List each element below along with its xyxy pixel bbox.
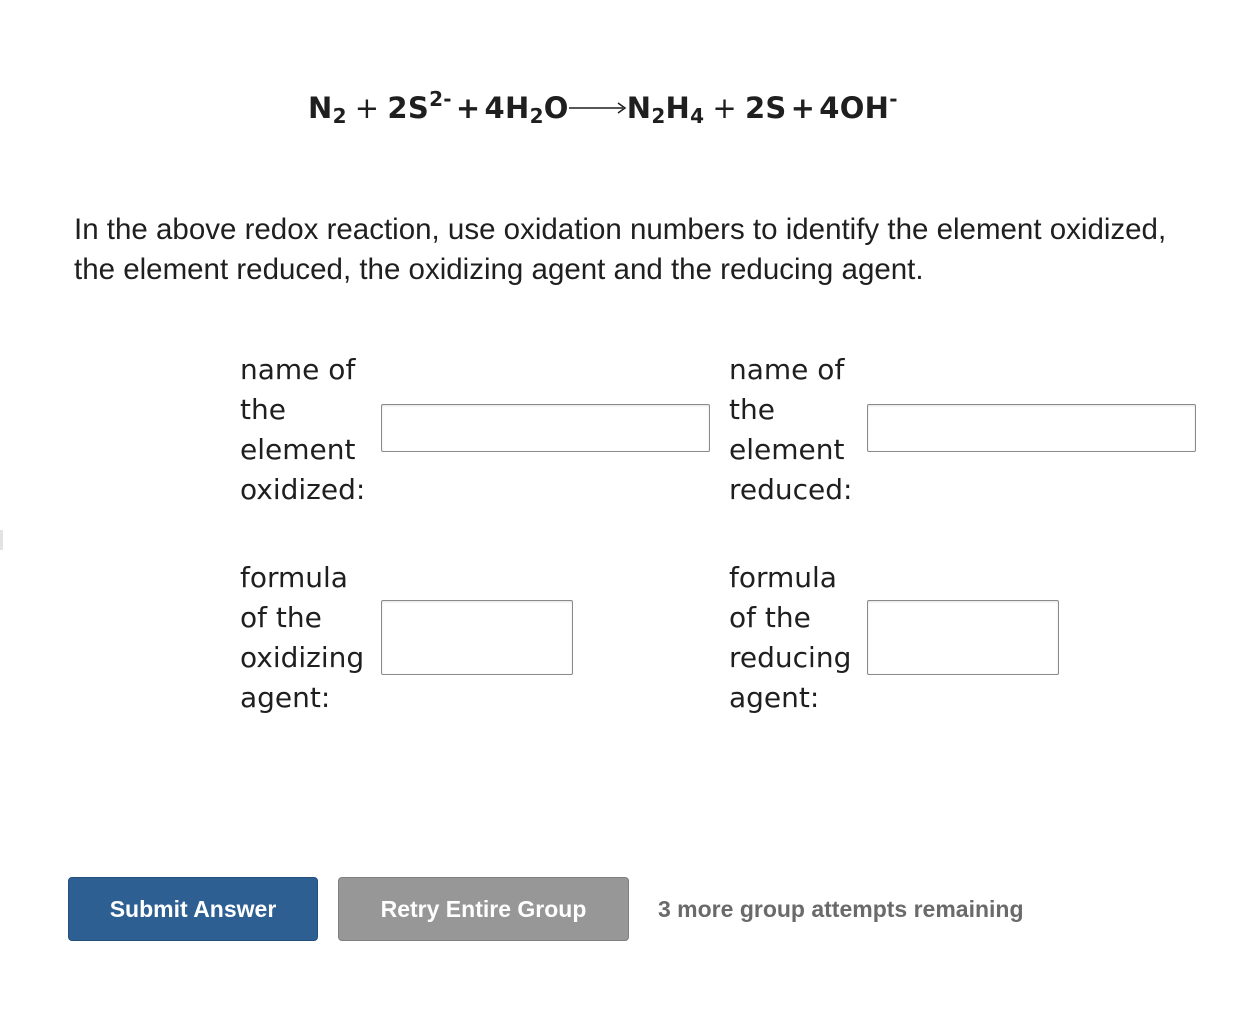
reducing-agent-input[interactable] [867, 600, 1059, 675]
label-element-reduced: name of the element reduced: [729, 353, 853, 506]
reaction-arrow-icon [569, 98, 627, 118]
label-oxidizing-agent: formula of the oxidizing agent: [240, 561, 365, 714]
reactant-water: $4H_2O$ [484, 91, 569, 128]
plus-sign: + [455, 91, 481, 125]
plus-sign: + [790, 91, 816, 125]
product-hydroxide: 4OH- [819, 87, 898, 125]
chemical-equation [308, 84, 898, 132]
label-element-oxidized: name of the element oxidized: [240, 353, 366, 506]
product-hydrazine: $N_2H_4$ [626, 91, 705, 128]
plus-sign: + [712, 91, 737, 125]
attempts-remaining-text: 3 more group attempts remaining [658, 896, 1024, 922]
product-sulfur: 2S [744, 91, 787, 125]
oxidizing-agent-input[interactable] [381, 600, 573, 675]
retry-entire-group-button[interactable]: Retry Entire Group [338, 877, 629, 941]
element-reduced-input[interactable] [867, 404, 1196, 452]
plus-sign: + [354, 91, 380, 125]
reactant-sulfide: $2S^{2-}$ [387, 87, 452, 125]
element-oxidized-input[interactable] [381, 404, 710, 452]
left-edge-marker [0, 530, 3, 550]
reactant-n2: $N_2$ [308, 91, 347, 128]
question-prompt: In the above redox reaction, use oxidation numbers to identify the element oxidized, the element reduced, the oxidizing agent and the reducing agent. [74, 213, 1167, 286]
submit-answer-button[interactable]: Submit Answer [68, 877, 318, 941]
label-reducing-agent: formula of the reducing agent: [729, 561, 852, 714]
